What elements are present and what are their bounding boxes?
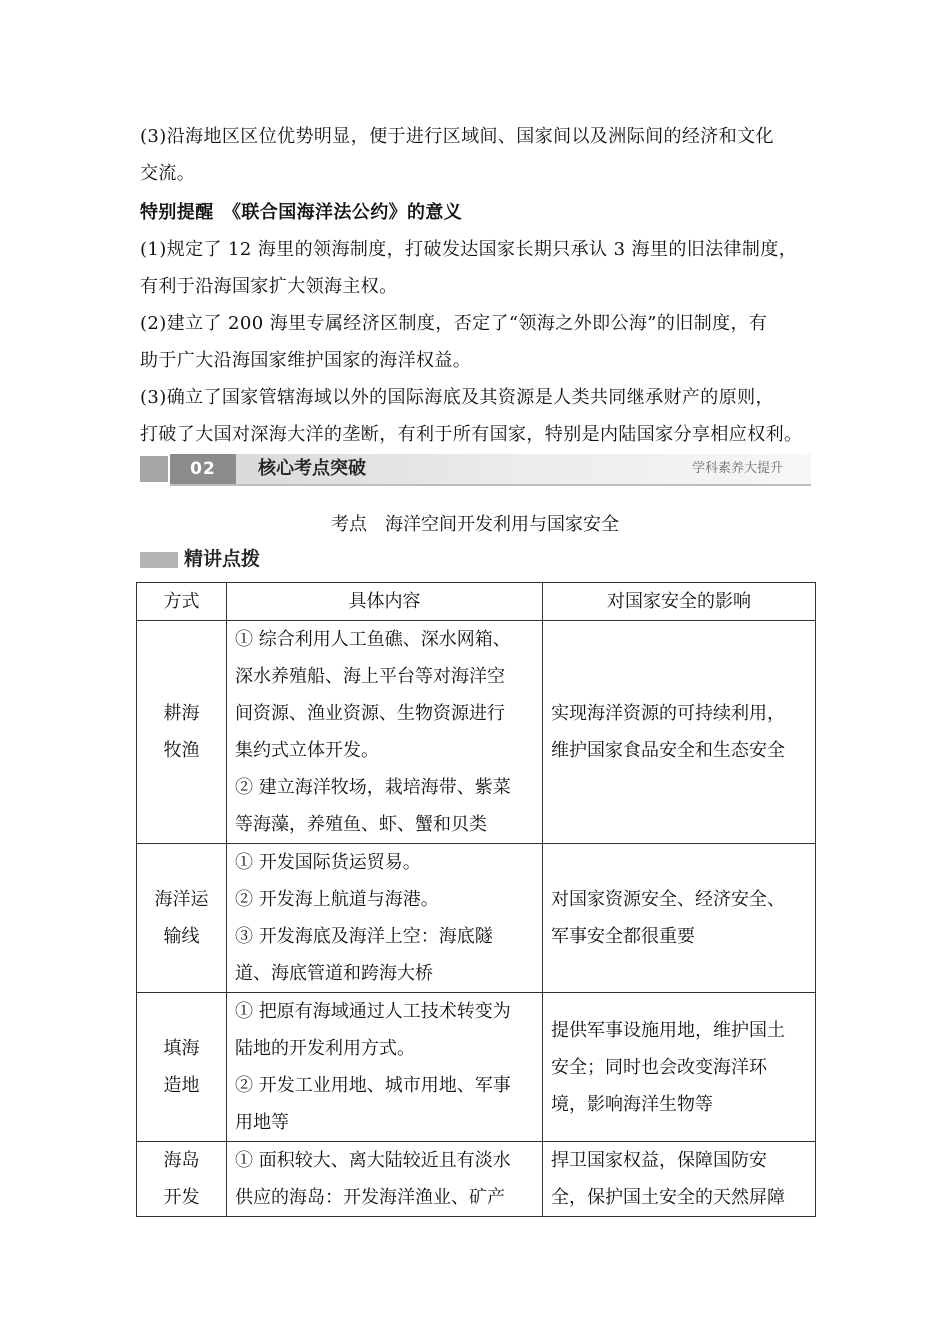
- impact-text: 军事安全都很重要: [551, 926, 695, 947]
- intro-line: 交流。: [140, 163, 196, 184]
- mode-text: 耕海: [163, 703, 200, 724]
- mode-cell: [137, 621, 227, 844]
- tip-block: [140, 194, 820, 453]
- table-row: [137, 1142, 816, 1217]
- tip-line: (1)规定了 12 海里的领海制度，打破发达国家长期只承认 3 海里的旧法律制度，: [140, 239, 798, 260]
- table-row: [137, 993, 816, 1142]
- content-text: ② 开发工业用地、城市用地、军事: [235, 1075, 511, 1096]
- section-title: 核心考点突破: [258, 458, 366, 479]
- mode-text: 输线: [163, 926, 200, 947]
- content-text: 道、海底管道和跨海大桥: [235, 963, 433, 984]
- mode-text: 开发: [163, 1187, 200, 1208]
- content-text: ① 综合利用人工鱼礁、深水网箱、: [235, 629, 511, 650]
- content-cell: [227, 621, 543, 844]
- impact-text: 全，保护国土安全的天然屏障: [551, 1187, 785, 1208]
- mode-text: 填海: [163, 1038, 200, 1059]
- impact-text: 捍卫国家权益，保障国防安: [551, 1150, 767, 1171]
- mode-cell: [137, 1142, 227, 1217]
- intro-line: (3)沿海地区区位优势明显，便于进行区域间、国家间以及洲际间的经济和文化: [140, 126, 774, 147]
- impact-text: 维护国家食品安全和生态安全: [551, 740, 785, 761]
- content-text: 集约式立体开发。: [235, 740, 379, 761]
- content-cell: [227, 1142, 543, 1217]
- tip-line: (3)确立了国家管辖海域以外的国际海底及其资源是人类共同继承财产的原则，: [140, 387, 774, 408]
- subheading-text: 精讲点拨: [184, 548, 261, 570]
- intro-paragraph: [140, 118, 820, 192]
- tip-line: 有利于沿海国家扩大领海主权。: [140, 276, 398, 297]
- header-cell: 具体内容: [227, 583, 543, 621]
- content-cell: [227, 844, 543, 993]
- content-text: 供应的海岛：开发海洋渔业、矿产: [235, 1187, 505, 1208]
- content-text: ① 把原有海域通过人工技术转变为: [235, 1001, 511, 1022]
- table-row: [137, 621, 816, 844]
- content-text: 间资源、渔业资源、生物资源进行: [235, 703, 505, 724]
- tip-line: (2)建立了 200 海里专属经济区制度，否定了“领海之外即公海”的旧制度，有: [140, 313, 768, 334]
- tip-line: 打破了大国对深海大洋的垄断，有利于所有国家，特别是内陆国家分享相应权利。: [140, 424, 803, 445]
- mode-text: 海洋运: [154, 889, 209, 910]
- impact-text: 对国家资源安全、经济安全、: [551, 889, 785, 910]
- mode-text: 牧渔: [163, 740, 200, 761]
- subheading-marker: [140, 552, 178, 568]
- table-row: [137, 844, 816, 993]
- header-cell: 方式: [137, 583, 227, 621]
- content-text: ② 建立海洋牧场，栽培海带、紫菜: [235, 777, 511, 798]
- content-text: ① 开发国际货运贸易。: [235, 852, 421, 873]
- content-text: 深水养殖船、海上平台等对海洋空: [235, 666, 505, 687]
- section-number: 02: [170, 454, 236, 484]
- mode-text: 海岛: [163, 1150, 200, 1171]
- content-table: [136, 582, 816, 1217]
- impact-text: 境，影响海洋生物等: [551, 1093, 713, 1115]
- mode-cell: [137, 993, 227, 1142]
- tip-heading: 特别提醒 《联合国海洋法公约》的意义: [140, 202, 463, 223]
- content-cell: [227, 993, 543, 1142]
- impact-cell: [543, 844, 816, 993]
- topic-title: 考点 海洋空间开发利用与国家安全: [331, 514, 619, 535]
- impact-cell: [543, 1142, 816, 1217]
- mode-text: 造地: [163, 1075, 200, 1096]
- impact-text: 实现海洋资源的可持续利用，: [551, 703, 785, 724]
- content-text: 陆地的开发利用方式。: [235, 1038, 415, 1059]
- table-header-row: [137, 583, 816, 621]
- banner-lead-block: [140, 456, 168, 482]
- mode-cell: [137, 844, 227, 993]
- content-text: ② 开发海上航道与海港。: [235, 889, 439, 910]
- impact-cell: [543, 621, 816, 844]
- content-text: ① 面积较大、离大陆较近且有淡水: [235, 1150, 511, 1171]
- impact-text: 安全；同时也会改变海洋环: [551, 1056, 767, 1078]
- impact-cell: [543, 993, 816, 1142]
- tip-line: 助于广大沿海国家维护国家的海洋权益。: [140, 350, 472, 371]
- content-text: ③ 开发海底及海洋上空：海底隧: [235, 926, 493, 947]
- header-cell: 对国家安全的影响: [543, 583, 816, 621]
- content-text: 用地等: [235, 1112, 289, 1133]
- section-banner: [140, 452, 811, 486]
- impact-text: 提供军事设施用地，维护国土: [551, 1019, 785, 1041]
- section-slogan: 学科素养大提升: [691, 461, 783, 476]
- content-text: 等海藻，养殖鱼、虾、蟹和贝类: [235, 814, 487, 835]
